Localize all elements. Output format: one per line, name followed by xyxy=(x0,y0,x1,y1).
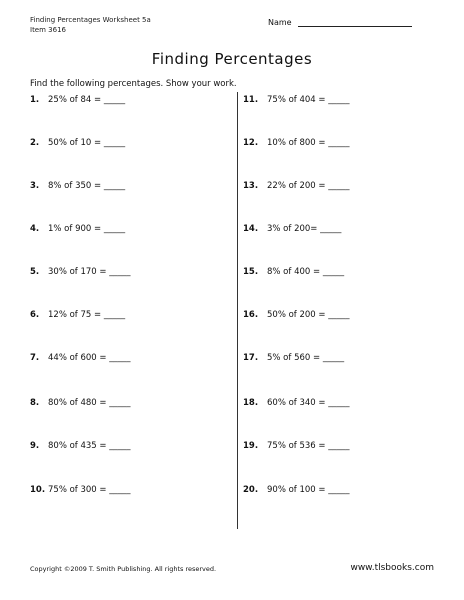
problem-text: 80% of 480 = _____ xyxy=(48,398,131,408)
copyright-notice: Copyright ©2009 T. Smith Publishing. All rights reserved. xyxy=(30,565,217,573)
problem-number: 17. xyxy=(243,353,259,363)
problem-text: 80% of 435 = _____ xyxy=(48,441,131,451)
problem-text: 75% of 300 = _____ xyxy=(48,485,131,495)
problem-text: 30% of 170 = _____ xyxy=(48,267,131,277)
problem-text: 8% of 350 = _____ xyxy=(48,181,126,191)
problem-number: 18. xyxy=(243,398,259,408)
problem-text: 5% of 560 = _____ xyxy=(267,353,345,363)
problem-number: 11. xyxy=(243,95,259,105)
problem-number: 13. xyxy=(243,181,259,191)
problem-number: 19. xyxy=(243,441,259,451)
page-title: Finding Percentages xyxy=(151,50,313,68)
problem-item xyxy=(30,310,125,320)
problem-item xyxy=(243,441,350,451)
problem-item xyxy=(30,181,125,191)
problem-item xyxy=(243,310,350,320)
problem-item xyxy=(243,181,350,191)
column-divider xyxy=(237,92,238,529)
problem-item xyxy=(30,398,131,408)
problem-text: 1% of 900 = _____ xyxy=(48,224,126,234)
problem-text: 44% of 600 = _____ xyxy=(48,353,131,363)
problem-text: 22% of 200 = _____ xyxy=(267,181,350,191)
problem-number: 15. xyxy=(243,267,259,277)
problem-item xyxy=(243,485,350,495)
problem-number: 10. xyxy=(30,485,46,495)
problem-item xyxy=(30,353,131,363)
problem-text: 50% of 10 = _____ xyxy=(48,138,126,148)
problem-text: 25% of 84 = _____ xyxy=(48,95,126,105)
problem-text: 75% of 536 = _____ xyxy=(267,441,350,451)
problem-text: 90% of 100 = _____ xyxy=(267,485,350,495)
worksheet-header xyxy=(30,15,151,35)
problem-number: 5. xyxy=(30,267,40,277)
problem-text: 12% of 75 = _____ xyxy=(48,310,126,320)
problem-number: 4. xyxy=(30,224,40,234)
problem-item xyxy=(243,398,350,408)
name-line[interactable] xyxy=(298,17,412,27)
problem-item xyxy=(30,138,125,148)
website-link[interactable]: www.tlsbooks.com xyxy=(350,563,434,573)
problem-number: 7. xyxy=(30,353,40,363)
problem-item xyxy=(30,485,131,495)
name-field xyxy=(268,17,412,27)
problem-text: 75% of 404 = _____ xyxy=(267,95,350,105)
instructions: Find the following percentages. Show your work. xyxy=(30,79,237,89)
problem-text: 8% of 400 = _____ xyxy=(267,267,345,277)
problem-item xyxy=(30,267,131,277)
problem-item xyxy=(243,138,350,148)
item-number: Item 3616 xyxy=(30,26,66,34)
problem-item xyxy=(30,441,131,451)
problem-item xyxy=(30,224,125,234)
worksheet-title: Finding Percentages Worksheet 5a xyxy=(30,16,151,24)
problem-item xyxy=(30,95,125,105)
problem-number: 16. xyxy=(243,310,259,320)
problem-text: 50% of 200 = _____ xyxy=(267,310,350,320)
problem-text: 3% of 200= _____ xyxy=(267,224,342,234)
problem-number: 14. xyxy=(243,224,259,234)
problem-item xyxy=(243,95,350,105)
problem-text: 10% of 800 = _____ xyxy=(267,138,350,148)
problem-item xyxy=(243,267,344,277)
problem-number: 20. xyxy=(243,485,259,495)
problem-number: 6. xyxy=(30,310,40,320)
problem-number: 9. xyxy=(30,441,40,451)
problem-number: 12. xyxy=(243,138,259,148)
name-label: Name xyxy=(268,18,292,27)
problem-number: 8. xyxy=(30,398,40,408)
problem-number: 2. xyxy=(30,138,40,148)
problem-item xyxy=(243,353,344,363)
problem-number: 1. xyxy=(30,95,40,105)
problem-text: 60% of 340 = _____ xyxy=(267,398,350,408)
problem-item xyxy=(243,224,341,234)
problem-number: 3. xyxy=(30,181,40,191)
